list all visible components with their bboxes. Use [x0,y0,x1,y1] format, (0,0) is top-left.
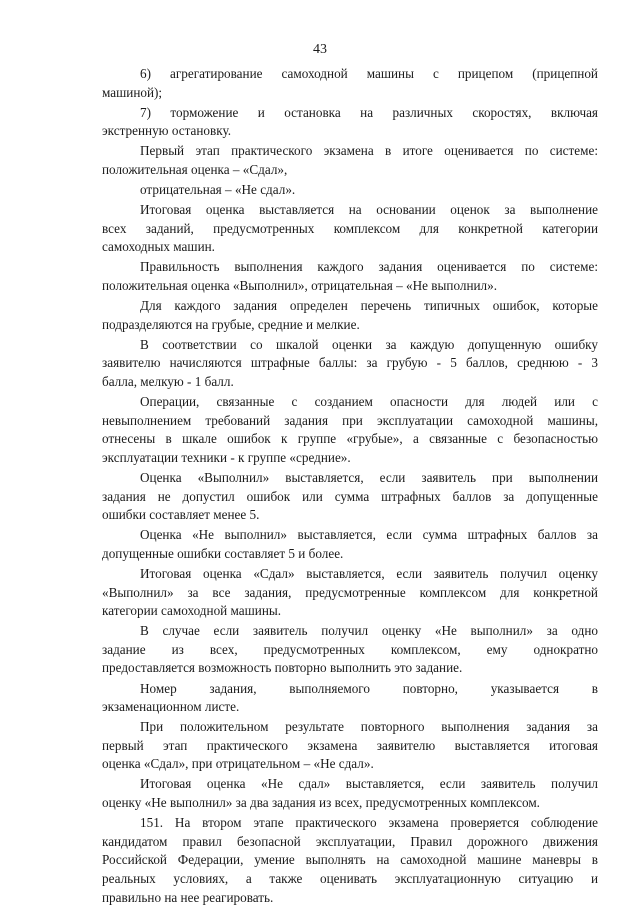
paragraph [102,142,598,179]
paragraph-line: 7) торможение и остановка на различных скоростях, включая [140,104,598,120]
paragraph [102,814,598,907]
paragraph-line: заявителю начисляются штрафные баллы: за грубую - 5 баллов, среднюю - 3 [102,355,598,371]
paragraph-line: Итоговая оценка «Не сдал» выставляется, если заявитель получил [140,776,598,792]
paragraph-line: первый этап практического экзамена заявителю выставляется итоговая [102,737,598,753]
paragraph-line: 151. На втором этапе практического экзамена проверяется соблюдение [140,815,598,831]
paragraph-line: задание из всех, предусмотренных комплексом, ему однократно [102,641,598,657]
paragraph [102,393,598,467]
paragraph [102,336,598,392]
paragraph-line: эксплуатации техники - к группе «средние». [102,449,351,465]
paragraph-line: Российской Федерации, умение выполнять на самоходной машине маневры в [102,852,598,868]
paragraph [102,65,598,102]
paragraph-line: Итоговая оценка «Сдал» выставляется, если заявитель получил оценку [140,565,598,581]
paragraph-line: 6) агрегатирование самоходной машины с прицепом (прицепной [140,66,598,81]
paragraph-line: задания не допустил ошибок или сумма штрафных баллов за допущенные [102,488,598,504]
paragraph [102,201,598,257]
paragraph-line: Правильность выполнения каждого задания оценивается по системе: [140,259,598,275]
paragraph-line: Первый этап практического экзамена в итоге оценивается по системе: [140,143,598,159]
paragraph-line: Оценка «Выполнил» выставляется, если заявитель при выполнении [140,469,598,485]
paragraph-line: Итоговая оценка выставляется на основании оценок за выполнение [140,202,598,218]
paragraph [102,565,598,621]
paragraph-line: подразделяются на грубые, средние и мелкие. [102,316,360,332]
paragraph-line: «Выполнил» за все задания, предусмотренные комплексом для конкретной [102,584,598,600]
paragraph [102,718,598,774]
paragraph-line: кандидатом правил безопасной эксплуатации, Правил дорожного движения [102,833,598,849]
paragraph [102,775,598,812]
paragraph-line: всех заданий, предусмотренных комплексом для конкретной категории [102,220,598,236]
paragraph-line: Оценка «Не выполнил» выставляется, если сумма штрафных баллов за [140,527,598,543]
paragraph-line: реальных условиях, а также оценивать эксплуатационную ситуацию и [102,870,598,886]
paragraph-line: правильно на нее реагировать. [102,889,274,905]
paragraph-line: экстренную остановку. [102,123,232,139]
paragraph-line: оценка «Сдал», при отрицательном – «Не сдал». [102,756,374,772]
paragraph [102,181,598,200]
paragraph-line: положительная оценка – «Сдал», [102,161,288,177]
paragraph-line: предоставляется возможность повторно выполнить это задание. [102,660,463,676]
paragraph-line: При положительном результате повторного выполнения задания за [140,719,598,735]
paragraph-line: категории самоходной машины. [102,603,282,619]
page-number: 43 [313,42,327,57]
paragraph-line: балла, мелкую - 1 балл. [102,374,234,389]
paragraph-line: Номер задания, выполняемого повторно, указывается в [140,680,598,696]
paragraph [102,104,598,141]
paragraph-line: экзаменационном листе. [102,699,240,715]
paragraph [102,526,598,563]
paragraph [102,622,598,678]
paragraph-line: В случае если заявитель получил оценку «Не выполнил» за одно [140,623,598,639]
paragraph [102,680,598,717]
paragraph-line: положительная оценка «Выполнил», отрицательная – «Не выполнил». [102,278,498,294]
paragraph-line: В соответствии со шкалой оценки за каждую допущенную ошибку [140,336,598,352]
paragraph-line: Операции, связанные с созданием опасности для людей или с [140,394,598,410]
paragraph-line: отнесены в шкале ошибок к группе «грубые», а связанные с безопасностью [102,431,598,447]
paragraph-line: ошибки составляет менее 5. [102,507,260,523]
paragraph-line: отрицательная – «Не сдал». [140,182,296,198]
paragraph-line: машиной); [102,84,163,100]
paragraph-line: Для каждого задания определен перечень типичных ошибок, которые [140,298,598,314]
paragraph-line: самоходных машин. [102,239,215,255]
paragraph [102,258,598,295]
paragraph-line: оценку «Не выполнил» за два задания из всех, предусмотренных комплексом. [102,795,540,811]
paragraph [102,297,598,334]
paragraph-line: допущенные ошибки составляет 5 и более. [102,545,344,561]
paragraph-line: невыполнением требований задания при эксплуатации самоходной машины, [102,412,598,428]
document-body [102,65,598,909]
paragraph [102,469,598,525]
